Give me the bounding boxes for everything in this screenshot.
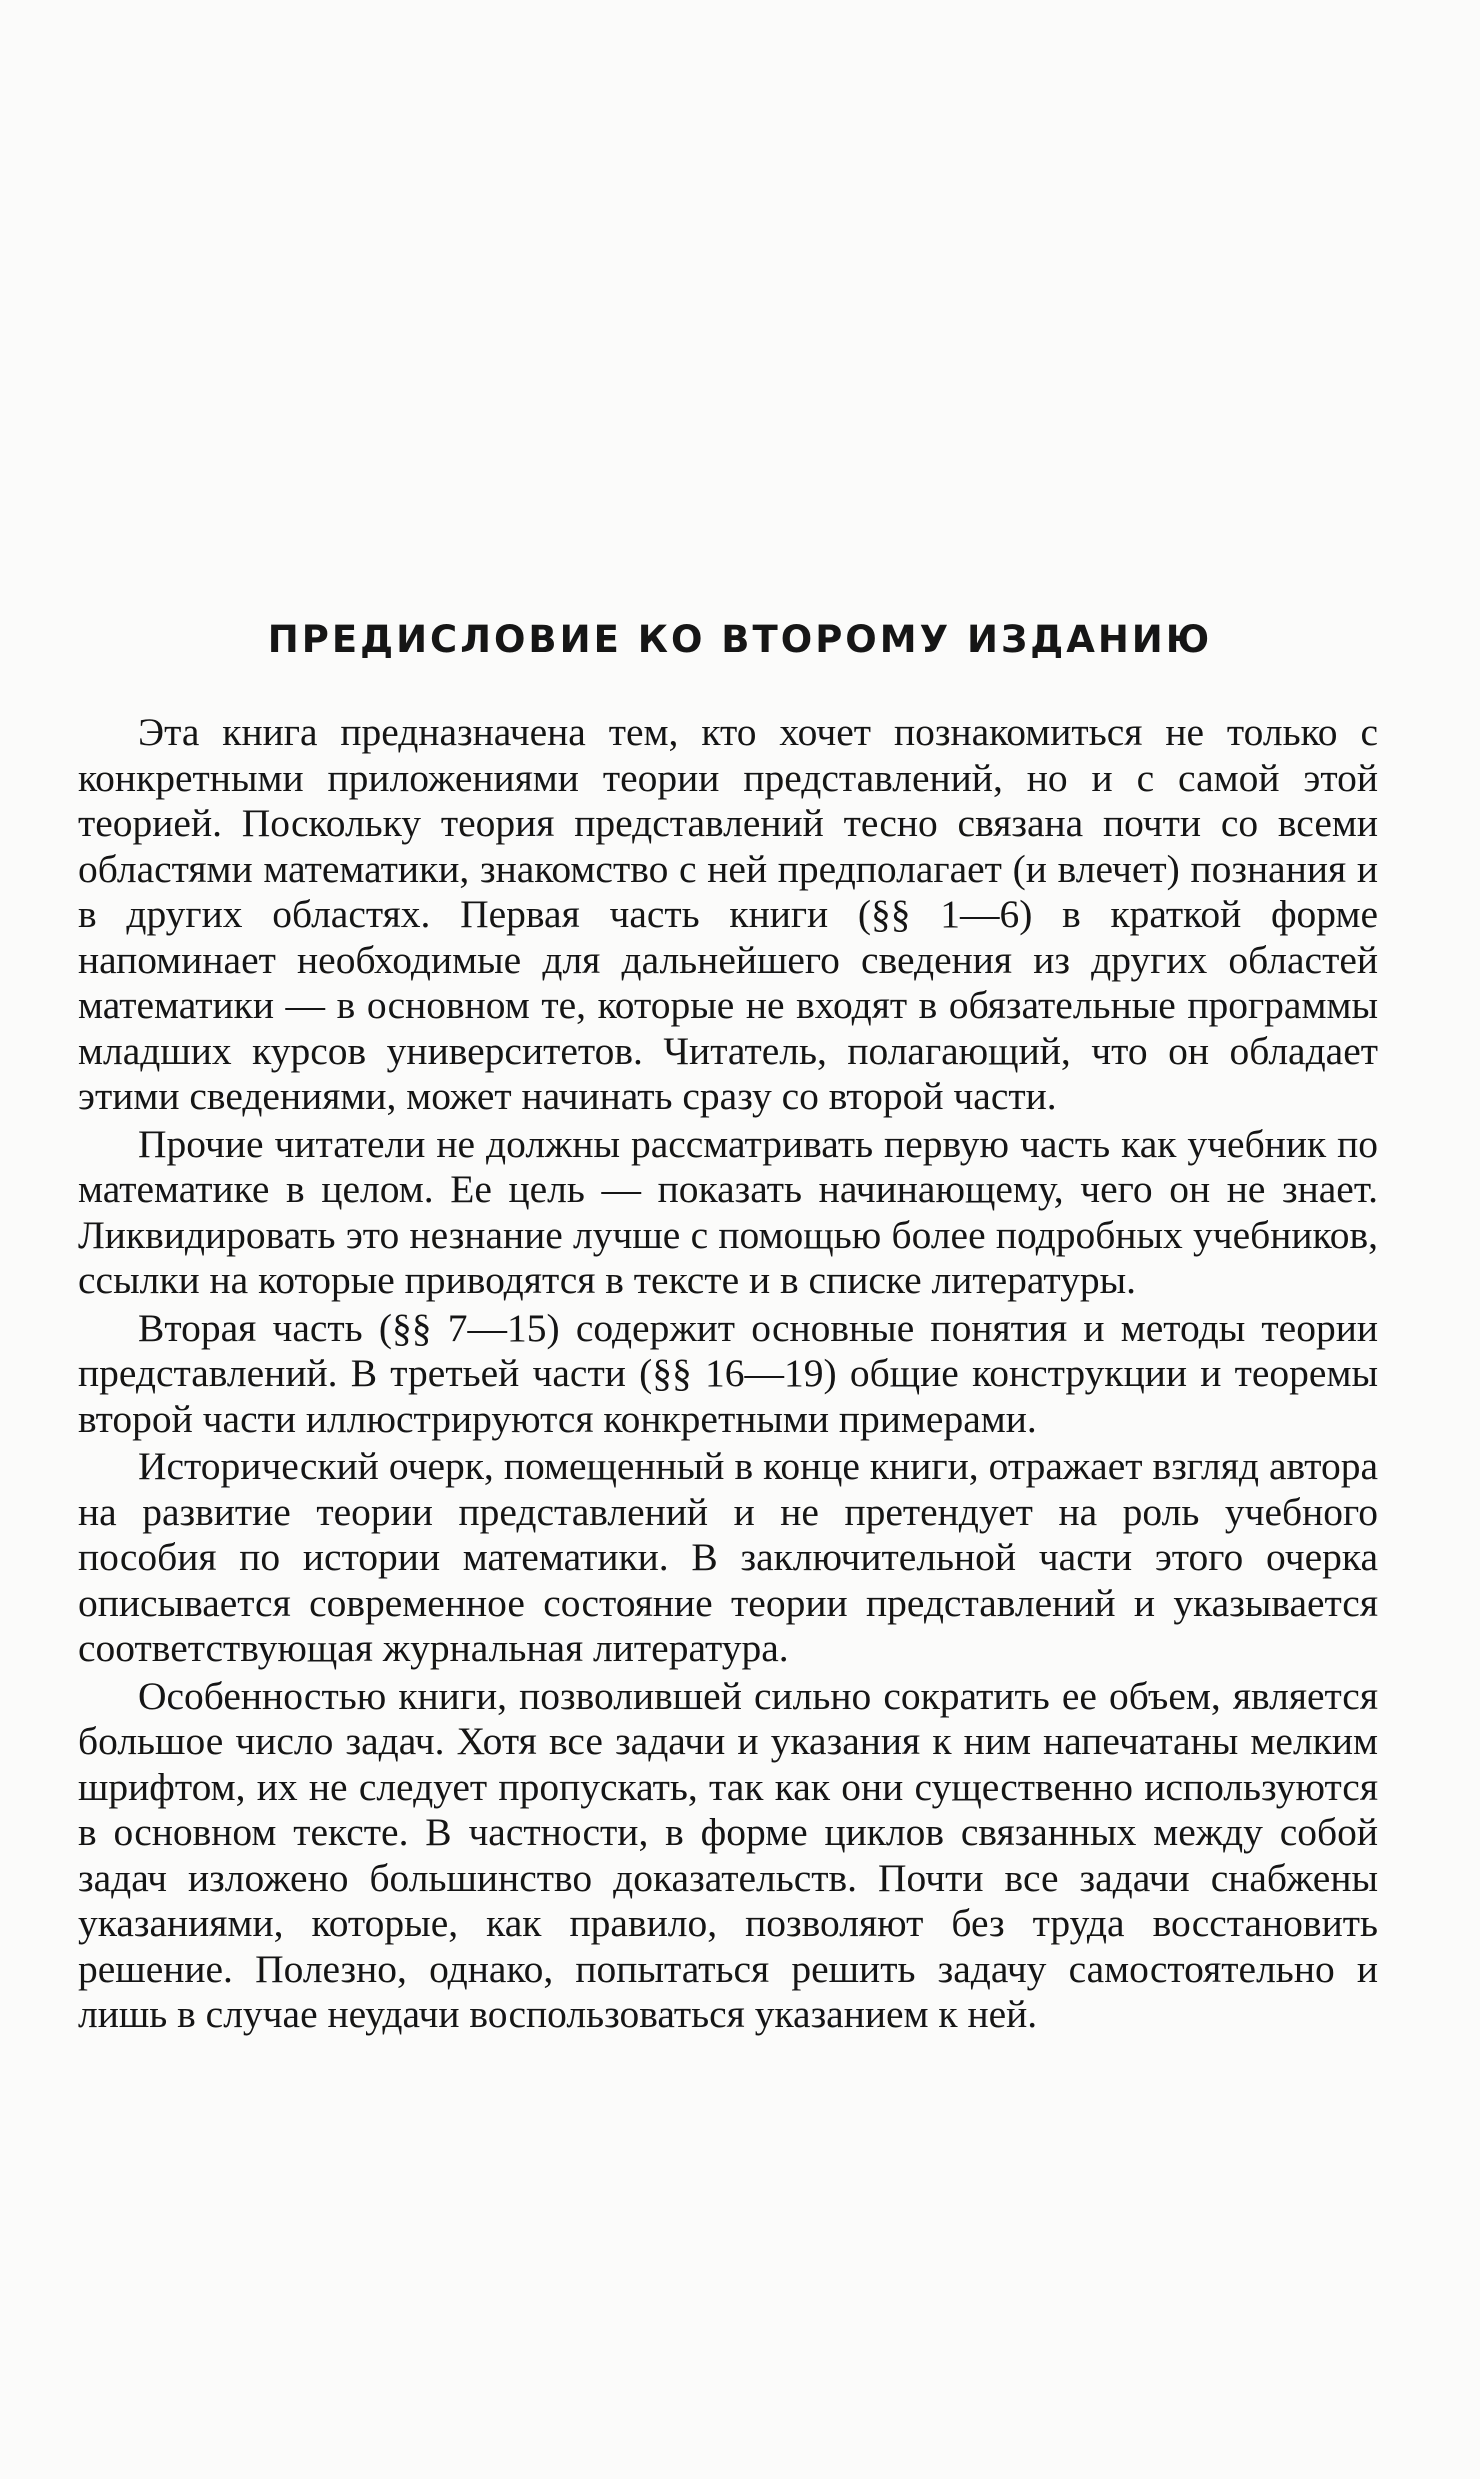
paragraph: Особенностью книги, позволившей сильно сократить ее объем, является большое число задач. Хотя все задачи и указания к ним напечатаны мелким шрифтом, их не следует пропускать, так как они существенно используются в основном тексте. В частности, в форме циклов связанных между собой задач изложено большинство доказательств. Почти все задачи снабжены указаниями, которые, как правило, позволяют без труда восстановить решение. Полезно, однако, попытаться решить задачу самостоятельно и лишь в случае неудачи воспользоваться указанием к ней. (78, 1673, 1378, 2036)
paragraph: Прочие читатели не должны рассматривать первую часть как учебник по математике в целом. Ее цель — показать начинающему, чего он не знает. Ликвидировать это незнание лучше с помощью более подробных учебников, ссылки на которые приводятся в тексте и в списке литературы. (78, 1121, 1378, 1302)
page-title: ПРЕДИСЛОВИЕ КО ВТОРОМУ ИЗДАНИЮ (267, 618, 1213, 661)
paragraph: Вторая часть (§§ 7—15) содержит основные понятия и методы теории представлений. В третьей части (§§ 16—19) общие конструкции и теоремы второй части иллюстрируются конкретными примерами. (78, 1305, 1378, 1441)
paragraph: Эта книга предназначена тем, кто хочет познакомиться не только с конкретными приложениями теории представлений, но и с самой этой теорией. Поскольку теория представлений тесно связана почти со всеми областями математики, знакомство с ней предполагает (и влечет) познания и в других областях. Первая часть книги (§§ 1—6) в краткой форме напоминает необходимые для дальнейшего сведения из других областей математики — в основном те, которые не входят в обязательные программы младших курсов университетов. Читатель, полагающий, что он обладает этими сведениями, может начинать сразу со второй части. (78, 710, 1378, 1118)
preface-body (78, 710, 1378, 2038)
paragraph: Исторический очерк, помещенный в конце книги, отражает взгляд автора на развитие теории представлений и не претендует на роль учебного пособия по истории математики. В заключительной части этого очерка описывается современное состояние теории представлений и указывается соответствующая журнальная литература. (78, 1444, 1378, 1670)
